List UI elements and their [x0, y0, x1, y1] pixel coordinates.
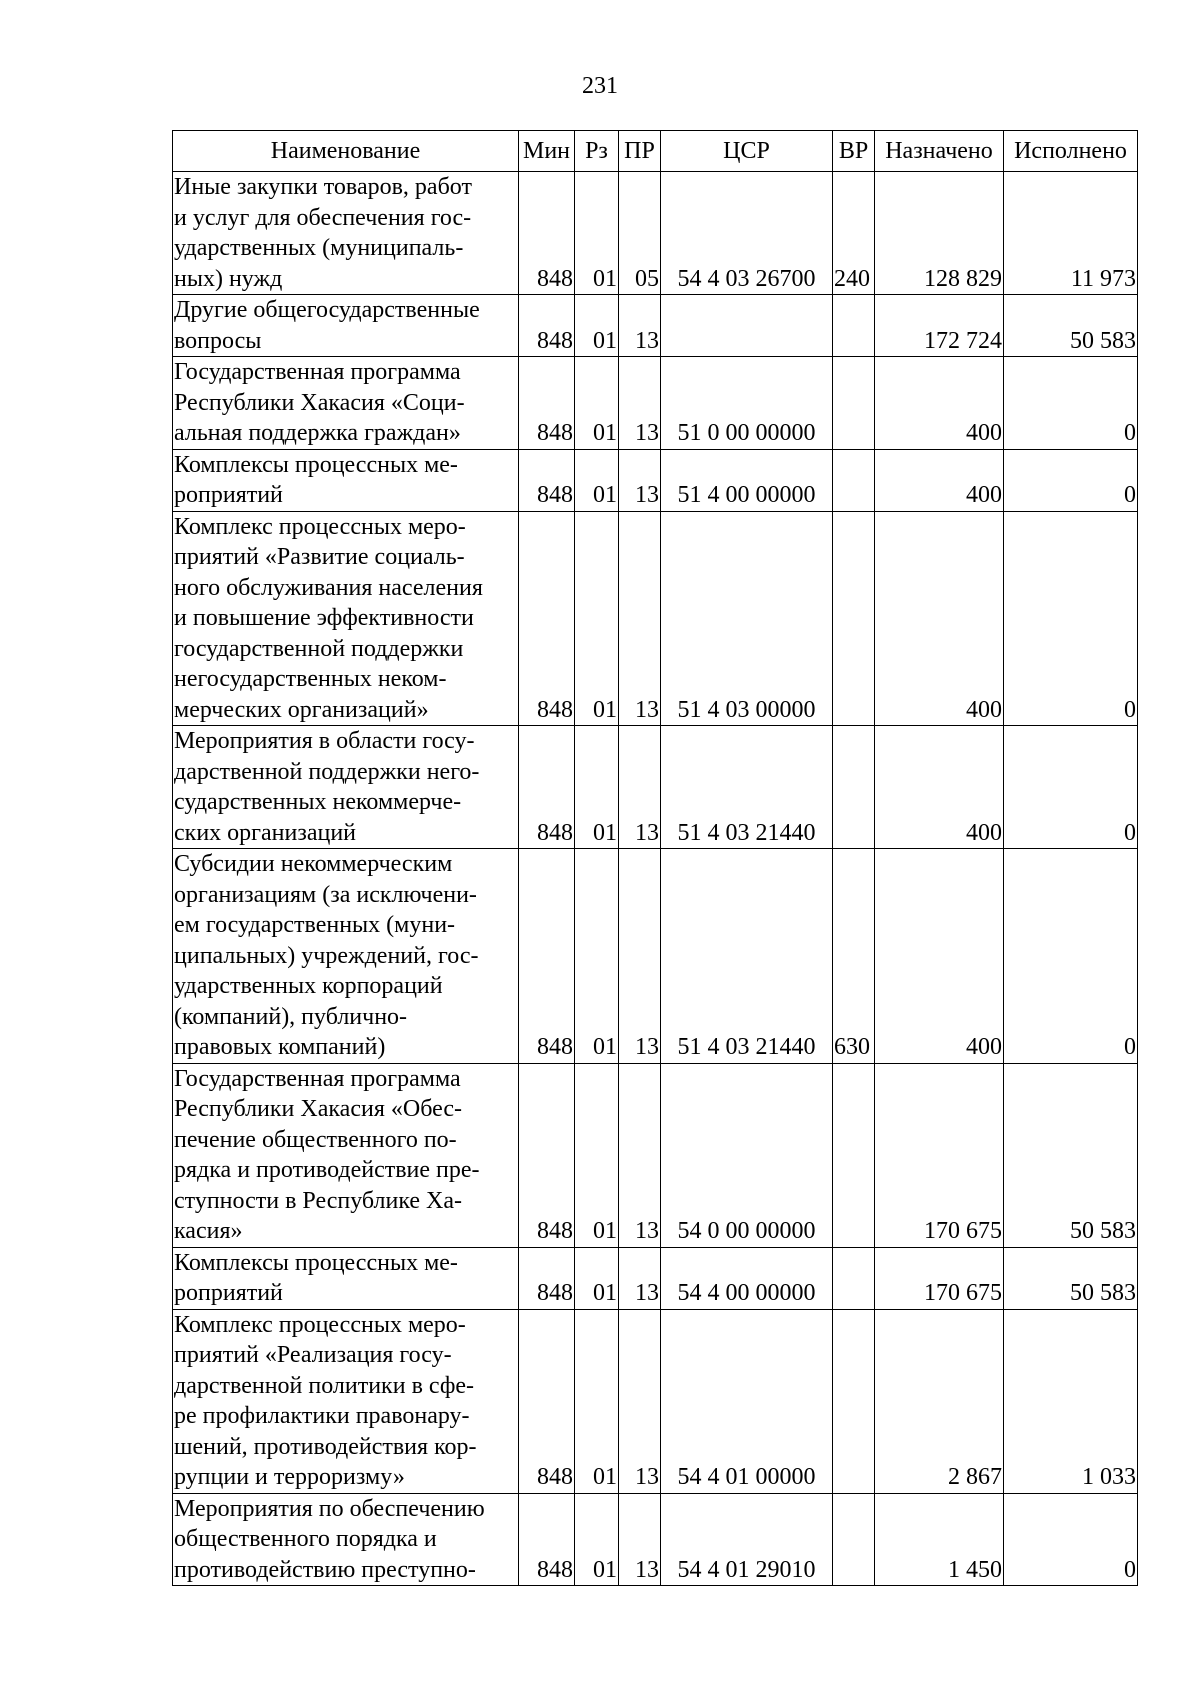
cell-executed: 0: [1004, 726, 1138, 849]
cell-min: 848: [519, 172, 575, 295]
header-name: Наименование: [173, 131, 519, 172]
row-name: [173, 172, 519, 295]
table-row: [173, 172, 1138, 295]
page-number: 231: [582, 73, 618, 99]
row-name-line: Государственная программа: [174, 359, 461, 385]
table-row: [173, 295, 1138, 357]
row-name: [173, 1493, 519, 1586]
row-name-line: противодействию преступно-: [174, 1556, 476, 1583]
row-name-line: Иные закупки товаров, работ: [174, 174, 472, 200]
row-name-line: государственной поддержки: [174, 635, 464, 662]
cell-pr: 13: [619, 295, 661, 357]
cell-csr: 54 4 01 00000: [661, 1309, 833, 1493]
cell-vr: [833, 1493, 875, 1586]
cell-vr: [833, 1247, 875, 1309]
table-row: [173, 849, 1138, 1064]
cell-vr: [833, 449, 875, 511]
row-name-line: ударственных (муниципаль-: [174, 235, 464, 261]
row-name: [173, 849, 519, 1064]
cell-rz: 01: [575, 295, 619, 357]
row-name-line: ного обслуживания населения: [174, 574, 483, 601]
budget-table: [172, 130, 1138, 1586]
cell-vr: [833, 1063, 875, 1247]
cell-assigned: 128 829: [875, 172, 1004, 295]
cell-min: 848: [519, 357, 575, 450]
row-name-line: вопросы: [174, 327, 262, 354]
cell-pr: 13: [619, 1247, 661, 1309]
row-name-line: рупции и терроризму»: [174, 1464, 405, 1490]
row-name-line: Комплексы процессных ме-: [174, 1249, 458, 1276]
cell-vr: [833, 511, 875, 726]
row-name-line: ре профилактики правонару-: [174, 1403, 470, 1429]
cell-assigned: 400: [875, 511, 1004, 726]
cell-pr: 13: [619, 1493, 661, 1586]
row-name-line: ских организаций: [174, 819, 357, 846]
row-name-line: ступности в Республике Ха-: [174, 1187, 463, 1214]
cell-min: 848: [519, 511, 575, 726]
row-name-line: Комплексы процессных ме-: [174, 451, 458, 478]
cell-rz: 01: [575, 449, 619, 511]
cell-rz: 01: [575, 172, 619, 295]
cell-csr: 51 4 00 00000: [661, 449, 833, 511]
cell-min: 848: [519, 1309, 575, 1493]
row-name-line: альная поддержка граждан»: [174, 420, 461, 446]
cell-min: 848: [519, 849, 575, 1064]
row-name-line: рядка и противодействие пре-: [174, 1157, 480, 1183]
header-rz: Рз: [575, 131, 619, 172]
header-min: Мин: [519, 131, 575, 172]
row-name-line: роприятий: [174, 1280, 283, 1306]
table-row: [173, 726, 1138, 849]
cell-min: 848: [519, 726, 575, 849]
cell-executed: 0: [1004, 849, 1138, 1064]
cell-pr: 05: [619, 172, 661, 295]
row-name-line: Мероприятия по обеспечению: [174, 1495, 485, 1522]
row-name-line: ем государственных (муни-: [174, 912, 456, 938]
cell-vr: [833, 357, 875, 450]
header-vr: ВР: [833, 131, 875, 172]
cell-vr: [833, 1309, 875, 1493]
cell-executed: 50 583: [1004, 1063, 1138, 1247]
row-name-line: Комплекс процессных меро-: [174, 1311, 466, 1338]
row-name-line: дарственной политики в сфе-: [174, 1372, 475, 1399]
cell-pr: 13: [619, 357, 661, 450]
cell-pr: 13: [619, 849, 661, 1064]
cell-assigned: 400: [875, 849, 1004, 1064]
row-name-line: ударственных корпораций: [174, 973, 443, 999]
row-name-line: Республики Хакасия «Обес-: [174, 1096, 462, 1122]
cell-assigned: 170 675: [875, 1063, 1004, 1247]
row-name-line: Государственная программа: [174, 1065, 461, 1092]
row-name-line: дарственной поддержки него-: [174, 758, 480, 785]
cell-csr: 51 0 00 00000: [661, 357, 833, 450]
cell-min: 848: [519, 1247, 575, 1309]
cell-csr: 51 4 03 00000: [661, 511, 833, 726]
row-name-line: приятий «Развитие социаль-: [174, 544, 465, 570]
cell-min: 848: [519, 295, 575, 357]
cell-rz: 01: [575, 357, 619, 450]
table-row: [173, 511, 1138, 726]
row-name: [173, 511, 519, 726]
table-row: [173, 357, 1138, 450]
cell-csr: 54 4 00 00000: [661, 1247, 833, 1309]
cell-vr: 240: [833, 172, 875, 295]
row-name-line: роприятий: [174, 482, 283, 508]
row-name-line: и повышение эффективности: [174, 605, 474, 631]
row-name: [173, 449, 519, 511]
row-name-line: негосударственных неком-: [174, 666, 447, 692]
cell-assigned: 172 724: [875, 295, 1004, 357]
cell-rz: 01: [575, 726, 619, 849]
cell-pr: 13: [619, 449, 661, 511]
header-executed: Исполнено: [1004, 131, 1138, 172]
cell-rz: 01: [575, 1247, 619, 1309]
table-header-row: [173, 131, 1138, 172]
cell-min: 848: [519, 449, 575, 511]
cell-assigned: 400: [875, 726, 1004, 849]
cell-executed: 0: [1004, 1493, 1138, 1586]
row-name-line: печение общественного по-: [174, 1126, 457, 1153]
cell-csr: 54 0 00 00000: [661, 1063, 833, 1247]
row-name-line: и услуг для обеспечения гос-: [174, 204, 472, 231]
cell-executed: 11 973: [1004, 172, 1138, 295]
cell-vr: 630: [833, 849, 875, 1064]
row-name-line: приятий «Реализация госу-: [174, 1342, 452, 1368]
cell-min: 848: [519, 1063, 575, 1247]
cell-assigned: 1 450: [875, 1493, 1004, 1586]
row-name: [173, 1063, 519, 1247]
cell-csr: [661, 295, 833, 357]
cell-assigned: 170 675: [875, 1247, 1004, 1309]
row-name-line: касия»: [174, 1218, 243, 1244]
row-name-line: Другие общегосударственные: [174, 297, 480, 323]
row-name-line: Субсидии некоммерческим: [174, 851, 453, 877]
row-name-line: общественного порядка и: [174, 1526, 437, 1552]
cell-csr: 54 4 03 26700: [661, 172, 833, 295]
table-row: [173, 1493, 1138, 1586]
cell-pr: 13: [619, 1063, 661, 1247]
header-assigned: Назначено: [875, 131, 1004, 172]
cell-vr: [833, 295, 875, 357]
table-row: [173, 449, 1138, 511]
cell-executed: 1 033: [1004, 1309, 1138, 1493]
row-name: [173, 295, 519, 357]
cell-assigned: 400: [875, 357, 1004, 450]
cell-rz: 01: [575, 1493, 619, 1586]
table-row: [173, 1247, 1138, 1309]
row-name-line: шений, противодействия кор-: [174, 1433, 477, 1460]
row-name-line: Республики Хакасия «Соци-: [174, 389, 465, 416]
cell-executed: 0: [1004, 357, 1138, 450]
cell-assigned: 400: [875, 449, 1004, 511]
cell-csr: 51 4 03 21440: [661, 726, 833, 849]
cell-csr: 54 4 01 29010: [661, 1493, 833, 1586]
row-name: [173, 1247, 519, 1309]
row-name-line: ных) нужд: [174, 265, 283, 292]
cell-min: 848: [519, 1493, 575, 1586]
row-name: [173, 357, 519, 450]
cell-csr: 51 4 03 21440: [661, 849, 833, 1064]
table-row: [173, 1063, 1138, 1247]
table-row: [173, 1309, 1138, 1493]
cell-executed: 0: [1004, 449, 1138, 511]
cell-executed: 50 583: [1004, 295, 1138, 357]
cell-rz: 01: [575, 511, 619, 726]
cell-executed: 0: [1004, 511, 1138, 726]
cell-rz: 01: [575, 849, 619, 1064]
row-name-line: правовых компаний): [174, 1034, 386, 1060]
cell-executed: 50 583: [1004, 1247, 1138, 1309]
cell-rz: 01: [575, 1063, 619, 1247]
row-name-line: мерческих организаций»: [174, 696, 429, 723]
header-pr: ПР: [619, 131, 661, 172]
cell-assigned: 2 867: [875, 1309, 1004, 1493]
header-csr: ЦСР: [661, 131, 833, 172]
row-name-line: ципальных) учреждений, гос-: [174, 942, 479, 969]
row-name-line: Комплекс процессных меро-: [174, 513, 466, 540]
cell-pr: 13: [619, 511, 661, 726]
cell-pr: 13: [619, 1309, 661, 1493]
cell-vr: [833, 726, 875, 849]
row-name-line: сударственных некоммерче-: [174, 789, 462, 815]
row-name-line: организациям (за исключени-: [174, 881, 477, 908]
row-name-line: (компаний), публично-: [174, 1003, 408, 1030]
row-name-line: Мероприятия в области госу-: [174, 728, 475, 754]
cell-rz: 01: [575, 1309, 619, 1493]
row-name: [173, 726, 519, 849]
cell-pr: 13: [619, 726, 661, 849]
row-name: [173, 1309, 519, 1493]
